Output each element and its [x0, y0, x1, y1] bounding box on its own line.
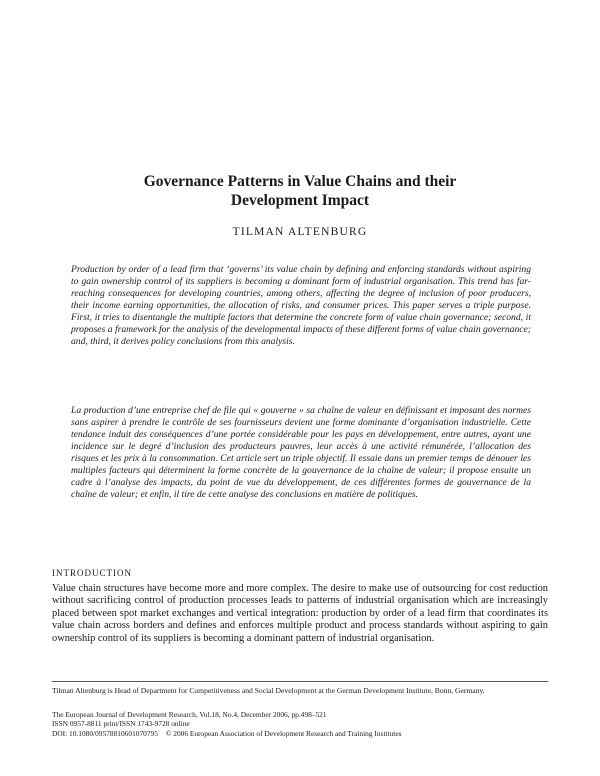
footnote-divider [52, 681, 548, 682]
journal-doi: DOI: 10.1080/09578810601070795 [52, 728, 158, 738]
journal-citation: The European Journal of Development Research, Vol.18, No.4, December 2006, pp.498–521 [52, 710, 327, 719]
doi-copyright-line [52, 729, 572, 738]
introduction-paragraph: Value chain structures have become more and more complex. The desire to make use of outsourcing for cost reduction without sacrificing control of production processes leads to patterns of industrial organisation which are increasingly placed between spot market exchanges and vertical integration: production by order of a lead firm that coordinates its value chain across borders and defines and enforces multiple product and process standards without aspiring to gain ownership control of its suppliers is becoming a dominant pattern of industrial organisation. [52, 583, 548, 644]
article-title [60, 172, 540, 210]
author-footnote: Tilman Altenburg is Head of Department for Competitiveness and Social Development at the German Development Institute, Bonn, Germany. [52, 686, 485, 695]
abstract-french: La production d’une entreprise chef de file qui « gouverne » sa chaîne de valeur en définissant et imposant des normes sans aspirer à prendre le contrôle de ses fournisseurs devient une forme dominante d’organisation industrielle. Cette tendance induit des conséquences d’une portée considérable pour les pays en développement, entre autres, ayant une incidence sur le degré d’inclusion des producteurs pauvres, leur accès à une activité rémunérée, l’allocation des risques et les prix à la consommation. Cet article sert un triple objectif. Il essaie dans un premier temps de dénouer les multiples facteurs qui déterminent la forme concrète de la gouvernance de la chaîne de valeur; il propose ensuite un cadre à l’analyse des impacts, du point de vue du développement, de ces différentes formes de gouvernance de la chaîne de valeur; et enfin, il tire de cette analyse des conclusions en matière de politiques. [71, 405, 531, 501]
journal-copyright: © 2006 European Association of Development Research and Training Institutes [165, 728, 402, 738]
abstract-english: Production by order of a lead firm that ‘governs’ its value chain by defining and enforcing standards without aspiring to gain ownership control of its suppliers is becoming a dominant form of industrial organisation. This trend has far-reaching consequences for developing countries, among others, affecting the degree of inclusion of poor producers, their income earning opportunities, the allocation of risks, and consumer prices. This paper serves a triple purpose. First, it tries to disentangle the multiple factors that determine the concrete form of value chain governance; second, it proposes a framework for the analysis of the developmental impacts of these different forms of value chain governance; and, third, it derives policy conclusions from this analysis. [71, 264, 531, 348]
introduction-heading: INTRODUCTION [52, 568, 132, 578]
author-name: TILMAN ALTENBURG [232, 226, 368, 238]
title-line-2: Development Impact [230, 192, 370, 209]
title-line-1: Governance Patterns in Value Chains and their [143, 173, 457, 190]
journal-issn: ISSN 0957-8811 print/ISSN 1743-9728 online [52, 719, 190, 729]
journal-info [52, 710, 572, 738]
